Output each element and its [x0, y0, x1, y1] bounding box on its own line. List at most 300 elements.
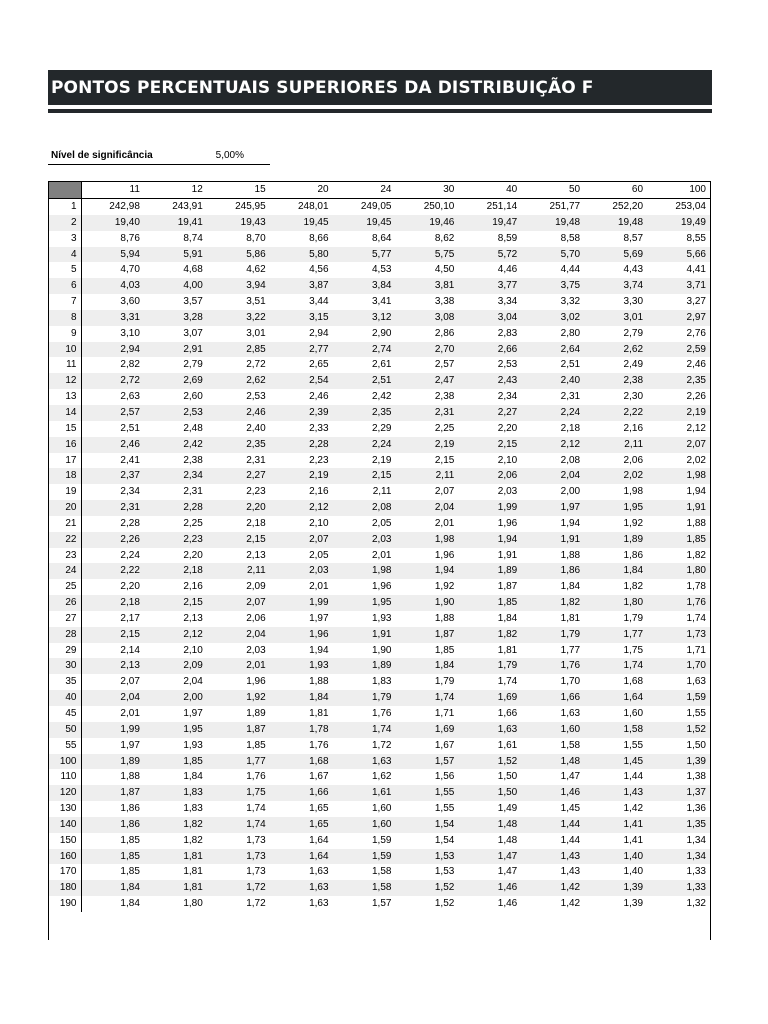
- row-header: 160: [49, 849, 81, 865]
- table-row: [49, 611, 710, 627]
- row-header: 11: [49, 357, 81, 373]
- table-cell: 2,06: [246, 612, 266, 624]
- table-cell: 1,85: [81, 849, 144, 865]
- table-cell: 2,40: [246, 422, 266, 434]
- table-cell: 1,63: [309, 866, 329, 878]
- table-cell: 2,19: [647, 405, 710, 421]
- row-header: 27: [49, 611, 81, 627]
- table-cell: 2,31: [246, 454, 266, 466]
- table-cell: 3,07: [183, 327, 203, 339]
- table-cell: 1,98: [623, 486, 644, 498]
- table-cell: 1,67: [309, 771, 329, 783]
- table-cell: 3,22: [207, 310, 270, 326]
- table-cell: 1,85: [458, 595, 521, 611]
- column-header: 20: [270, 182, 333, 199]
- table-cell: 1,61: [497, 739, 518, 751]
- table-cell: 1,86: [623, 549, 644, 561]
- table-cell: 251,14: [486, 201, 518, 212]
- table-cell: 1,33: [686, 866, 706, 878]
- table-cell: 8,59: [497, 232, 518, 244]
- table-cell: 1,66: [270, 785, 333, 801]
- table-cell: 1,63: [686, 676, 706, 688]
- table-cell: 2,22: [81, 563, 144, 579]
- table-cell: 2,01: [120, 708, 140, 719]
- table-cell: 19,48: [584, 215, 647, 231]
- row-header: 110: [49, 769, 81, 785]
- table-cell: 1,46: [458, 880, 521, 896]
- table-cell: 2,01: [371, 549, 392, 561]
- row-header: 50: [49, 722, 81, 738]
- table-cell: 1,71: [434, 708, 455, 719]
- table-header-row: [49, 182, 710, 199]
- table-cell: 1,73: [647, 627, 710, 643]
- table-cell: 2,79: [183, 359, 203, 371]
- table-cell: 1,38: [686, 771, 706, 783]
- table-cell: 2,69: [144, 373, 207, 389]
- table-cell: 5,80: [270, 247, 333, 263]
- table-cell: 2,85: [207, 342, 270, 358]
- table-cell: 1,94: [560, 517, 581, 529]
- table-cell: 2,05: [371, 517, 392, 529]
- table-cell: 1,92: [623, 517, 644, 529]
- table-cell: 1,52: [434, 898, 455, 910]
- table-cell: 2,51: [560, 359, 581, 371]
- table-row: [49, 738, 710, 754]
- table-cell: 1,89: [333, 658, 396, 674]
- table-cell: 5,86: [207, 247, 270, 263]
- table-cell: 5,94: [81, 247, 144, 263]
- column-header: 11: [81, 182, 144, 199]
- table-cell: 1,62: [371, 771, 392, 783]
- table-cell: 2,10: [183, 644, 203, 656]
- table-cell: 1,74: [584, 658, 647, 674]
- table-cell: 3,27: [686, 296, 706, 308]
- table-cell: 2,25: [434, 422, 455, 434]
- table-cell: 1,92: [207, 690, 270, 706]
- table-cell: 2,05: [309, 549, 329, 561]
- table-cell: 1,73: [246, 834, 266, 846]
- table-cell: 3,81: [395, 278, 458, 294]
- table-cell: 2,09: [144, 658, 207, 674]
- table-cell: 2,12: [270, 500, 333, 516]
- row-header: 150: [49, 833, 81, 849]
- table-cell: 3,04: [458, 310, 521, 326]
- table-row: [49, 722, 710, 738]
- table-cell: 1,90: [371, 644, 392, 656]
- column-header: 30: [395, 182, 458, 199]
- table-row: [49, 706, 710, 722]
- table-cell: 243,91: [172, 201, 203, 212]
- table-cell: 1,64: [270, 849, 333, 865]
- table-cell: 1,79: [623, 612, 644, 624]
- table-cell: 2,23: [144, 532, 207, 548]
- table-cell: 2,37: [81, 468, 144, 484]
- table-cell: 2,66: [458, 342, 521, 358]
- table-cell: 3,57: [183, 296, 203, 308]
- page-title: PONTOS PERCENTUAIS SUPERIORES DA DISTRIBUIÇÃO F: [48, 70, 712, 105]
- table-cell: 2,43: [458, 373, 521, 389]
- table-cell: 2,46: [207, 405, 270, 421]
- table-cell: 2,19: [395, 437, 458, 453]
- table-cell: 5,72: [458, 247, 521, 263]
- table-cell: 1,72: [371, 739, 392, 751]
- table-cell: 8,66: [309, 232, 329, 244]
- table-cell: 1,39: [623, 898, 644, 910]
- table-cell: 1,80: [183, 898, 203, 910]
- table-cell: 1,98: [395, 532, 458, 548]
- table-cell: 1,89: [246, 708, 266, 719]
- table-cell: 2,31: [81, 500, 144, 516]
- table-cell: 1,63: [333, 754, 396, 770]
- table-cell: 2,18: [81, 595, 144, 611]
- table-cell: 2,04: [183, 676, 203, 688]
- row-header: 130: [49, 801, 81, 817]
- column-header: 100: [647, 182, 710, 199]
- table-cell: 4,68: [183, 264, 203, 276]
- table-cell: 2,23: [309, 454, 329, 466]
- table-cell: 5,77: [333, 247, 396, 263]
- table-cell: 1,77: [584, 627, 647, 643]
- table-cell: 1,42: [521, 880, 584, 896]
- table-row: [49, 215, 710, 231]
- table-cell: 2,03: [497, 486, 518, 498]
- table-cell: 1,69: [395, 722, 458, 738]
- table-cell: 252,20: [612, 201, 644, 212]
- table-cell: 3,60: [120, 296, 140, 308]
- table-cell: 1,39: [647, 754, 710, 770]
- table-cell: 2,54: [270, 373, 333, 389]
- row-header: 23: [49, 548, 81, 564]
- table-row: [49, 342, 710, 358]
- table-cell: 1,99: [270, 595, 333, 611]
- table-cell: 2,72: [81, 373, 144, 389]
- table-cell: 2,11: [207, 563, 270, 579]
- table-cell: 1,88: [309, 676, 329, 688]
- row-header: 3: [49, 231, 81, 247]
- table-cell: 1,82: [144, 817, 207, 833]
- row-header: 45: [49, 706, 81, 722]
- table-cell: 2,34: [497, 391, 518, 403]
- table-cell: 2,34: [120, 486, 140, 498]
- table-cell: 2,77: [270, 342, 333, 358]
- table-row: [49, 405, 710, 421]
- table-row: [49, 674, 710, 690]
- row-header: 100: [49, 754, 81, 770]
- table-cell: 2,76: [686, 327, 706, 339]
- table-cell: 1,53: [434, 866, 455, 878]
- table-cell: 2,94: [309, 327, 329, 339]
- table-cell: 1,60: [521, 722, 584, 738]
- row-header: 2: [49, 215, 81, 231]
- table-cell: 2,82: [120, 359, 140, 371]
- table-cell: 2,62: [584, 342, 647, 358]
- column-header: 15: [207, 182, 270, 199]
- table-cell: 2,23: [246, 486, 266, 498]
- table-cell: 1,94: [458, 532, 521, 548]
- row-header: 8: [49, 310, 81, 326]
- table-cell: 1,46: [521, 785, 584, 801]
- table-cell: 2,70: [395, 342, 458, 358]
- table-cell: 1,76: [647, 595, 710, 611]
- table-row: [49, 500, 710, 516]
- table-cell: 1,69: [458, 690, 521, 706]
- table-cell: 4,44: [560, 264, 581, 276]
- table-cell: 1,48: [497, 834, 518, 846]
- table-row: [49, 643, 710, 659]
- table-cell: 2,12: [521, 437, 584, 453]
- table-cell: 1,43: [584, 785, 647, 801]
- table-cell: 2,40: [521, 373, 584, 389]
- table-cell: 1,45: [584, 754, 647, 770]
- table-cell: 1,32: [686, 898, 706, 910]
- row-header: 180: [49, 880, 81, 896]
- table-cell: 2,47: [395, 373, 458, 389]
- table-cell: 19,47: [458, 215, 521, 231]
- table-cell: 19,46: [395, 215, 458, 231]
- table-cell: 2,42: [371, 391, 392, 403]
- table-cell: 2,07: [434, 486, 455, 498]
- table-cell: 2,15: [333, 468, 396, 484]
- table-cell: 2,07: [270, 532, 333, 548]
- table-cell: 1,60: [371, 803, 392, 815]
- table-cell: 1,55: [623, 739, 644, 751]
- table-cell: 2,12: [686, 422, 706, 434]
- table-cell: 1,47: [560, 771, 581, 783]
- table-cell: 2,03: [246, 644, 266, 656]
- table-cell: 1,48: [521, 754, 584, 770]
- table-row: [49, 357, 710, 373]
- table-cell: 1,96: [246, 676, 266, 688]
- table-cell: 1,82: [521, 595, 584, 611]
- table-cell: 1,84: [497, 612, 518, 624]
- table-cell: 1,58: [371, 866, 392, 878]
- table-cell: 1,91: [497, 549, 518, 561]
- table-cell: 3,01: [246, 327, 266, 339]
- table-cell: 1,55: [395, 785, 458, 801]
- table-cell: 3,74: [584, 278, 647, 294]
- table-cell: 1,76: [246, 771, 266, 783]
- table-cell: 2,20: [183, 549, 203, 561]
- table-cell: 2,01: [309, 581, 329, 593]
- table-cell: 1,60: [333, 817, 396, 833]
- table-cell: 1,76: [521, 658, 584, 674]
- table-cell: 1,75: [623, 644, 644, 656]
- table-cell: 1,91: [521, 532, 584, 548]
- table-cell: 1,84: [560, 581, 581, 593]
- table-row: [49, 484, 710, 500]
- table-cell: 2,25: [183, 517, 203, 529]
- table-cell: 2,27: [207, 468, 270, 484]
- table-cell: 1,76: [371, 708, 392, 719]
- table-cell: 2,60: [183, 391, 203, 403]
- row-header: 26: [49, 595, 81, 611]
- table-cell: 1,77: [560, 644, 581, 656]
- table-cell: 1,87: [81, 785, 144, 801]
- table-cell: 1,81: [183, 866, 203, 878]
- table-row: [49, 627, 710, 643]
- table-cell: 1,81: [309, 708, 329, 719]
- table-cell: 1,50: [458, 785, 521, 801]
- table-row: [49, 199, 710, 215]
- table-cell: 1,79: [333, 690, 396, 706]
- table-cell: 248,01: [297, 201, 329, 212]
- row-header: 12: [49, 373, 81, 389]
- table-cell: 2,16: [623, 422, 644, 434]
- table-cell: 2,90: [371, 327, 392, 339]
- table-row: [49, 801, 710, 817]
- table-cell: 1,97: [309, 612, 329, 624]
- table-cell: 3,02: [521, 310, 584, 326]
- table-cell: 1,86: [81, 817, 144, 833]
- table-cell: 2,48: [183, 422, 203, 434]
- table-cell: 2,61: [371, 359, 392, 371]
- table-cell: 2,04: [521, 468, 584, 484]
- table-cell: 1,52: [395, 880, 458, 896]
- table-cell: 1,77: [207, 754, 270, 770]
- row-header: 35: [49, 674, 81, 690]
- table-cell: 19,41: [144, 215, 207, 231]
- table-row: [49, 896, 710, 912]
- table-cell: 2,16: [183, 581, 203, 593]
- table-cell: 1,80: [647, 563, 710, 579]
- table-cell: 1,58: [333, 880, 396, 896]
- table-cell: 3,87: [270, 278, 333, 294]
- table-cell: 2,12: [144, 627, 207, 643]
- row-header: 7: [49, 294, 81, 310]
- title-underline: [48, 109, 712, 113]
- table-cell: 3,75: [521, 278, 584, 294]
- row-header: 6: [49, 278, 81, 294]
- table-row: [49, 421, 710, 437]
- table-cell: 8,62: [434, 232, 455, 244]
- table-cell: 2,15: [458, 437, 521, 453]
- table-body: [49, 199, 710, 912]
- table-row: [49, 785, 710, 801]
- row-header: 22: [49, 532, 81, 548]
- table-cell: 2,08: [333, 500, 396, 516]
- table-cell: 2,29: [371, 422, 392, 434]
- table-cell: 1,84: [183, 771, 203, 783]
- table-cell: 1,39: [584, 880, 647, 896]
- table-cell: 4,50: [434, 264, 455, 276]
- table-cell: 1,44: [560, 834, 581, 846]
- table-cell: 1,84: [584, 563, 647, 579]
- table-row: [49, 468, 710, 484]
- table-cell: 1,72: [246, 898, 266, 910]
- row-header: 13: [49, 389, 81, 405]
- table-cell: 1,95: [584, 500, 647, 516]
- table-cell: 2,26: [686, 391, 706, 403]
- table-cell: 3,10: [120, 327, 140, 339]
- table-cell: 1,83: [371, 676, 392, 688]
- table-cell: 2,72: [246, 359, 266, 371]
- table-cell: 3,41: [371, 296, 392, 308]
- table-cell: 1,73: [207, 849, 270, 865]
- table-cell: 3,12: [333, 310, 396, 326]
- table-cell: 1,97: [183, 708, 203, 719]
- table-cell: 1,40: [623, 866, 644, 878]
- table-cell: 1,84: [270, 690, 333, 706]
- table-cell: 1,63: [458, 722, 521, 738]
- row-header: 4: [49, 247, 81, 263]
- table-cell: 4,53: [371, 264, 392, 276]
- table-cell: 1,97: [120, 739, 140, 751]
- table-cell: 1,40: [584, 849, 647, 865]
- table-cell: 1,91: [647, 500, 710, 516]
- table-cell: 2,18: [560, 422, 581, 434]
- table-cell: 2,74: [333, 342, 396, 358]
- table-row: [49, 453, 710, 469]
- table-cell: 2,31: [183, 486, 203, 498]
- table-cell: 1,74: [246, 803, 266, 815]
- table-cell: 1,73: [246, 866, 266, 878]
- table-cell: 250,10: [423, 201, 455, 212]
- table-cell: 1,94: [395, 563, 458, 579]
- table-cell: 1,44: [521, 817, 584, 833]
- table-cell: 2,24: [521, 405, 584, 421]
- significance-value: 5,00%: [215, 150, 244, 161]
- table-cell: 4,03: [81, 278, 144, 294]
- table-cell: 1,66: [521, 690, 584, 706]
- table-cell: 2,30: [623, 391, 644, 403]
- table-cell: 2,28: [120, 517, 140, 529]
- table-row: [49, 849, 710, 865]
- table-cell: 8,74: [183, 232, 203, 244]
- table-cell: 1,64: [309, 834, 329, 846]
- table-cell: 8,76: [120, 232, 140, 244]
- table-cell: 3,32: [560, 296, 581, 308]
- table-cell: 1,89: [458, 563, 521, 579]
- row-header: 28: [49, 627, 81, 643]
- table-cell: 2,46: [686, 359, 706, 371]
- row-header: 16: [49, 437, 81, 453]
- table-cell: 1,71: [686, 644, 706, 656]
- table-row: [49, 231, 710, 247]
- table-cell: 5,91: [144, 247, 207, 263]
- table-cell: 2,53: [497, 359, 518, 371]
- table-cell: 1,61: [333, 785, 396, 801]
- table-cell: 2,28: [144, 500, 207, 516]
- table-cell: 1,68: [270, 754, 333, 770]
- table-cell: 5,75: [395, 247, 458, 263]
- table-row: [49, 262, 710, 278]
- table-cell: 2,11: [372, 486, 392, 498]
- table-cell: 2,02: [686, 454, 706, 466]
- row-header: 1: [49, 199, 81, 215]
- table-cell: 2,42: [144, 437, 207, 453]
- table-cell: 19,48: [521, 215, 584, 231]
- table-cell: 1,83: [144, 785, 207, 801]
- row-header: 40: [49, 690, 81, 706]
- table-cell: 19,49: [647, 215, 710, 231]
- row-header: 140: [49, 817, 81, 833]
- row-header: 25: [49, 579, 81, 595]
- table-cell: 1,79: [458, 658, 521, 674]
- table-cell: 1,46: [497, 898, 518, 910]
- table-cell: 3,08: [395, 310, 458, 326]
- column-header: 60: [584, 182, 647, 199]
- table-cell: 1,63: [270, 880, 333, 896]
- table-row: [49, 516, 710, 532]
- table-row: [49, 373, 710, 389]
- column-header: 24: [333, 182, 396, 199]
- table-cell: 2,97: [647, 310, 710, 326]
- table-cell: 4,56: [309, 264, 329, 276]
- table-row: [49, 310, 710, 326]
- table-cell: 2,01: [434, 517, 455, 529]
- table-cell: 2,20: [120, 581, 140, 593]
- table-cell: 1,82: [623, 581, 644, 593]
